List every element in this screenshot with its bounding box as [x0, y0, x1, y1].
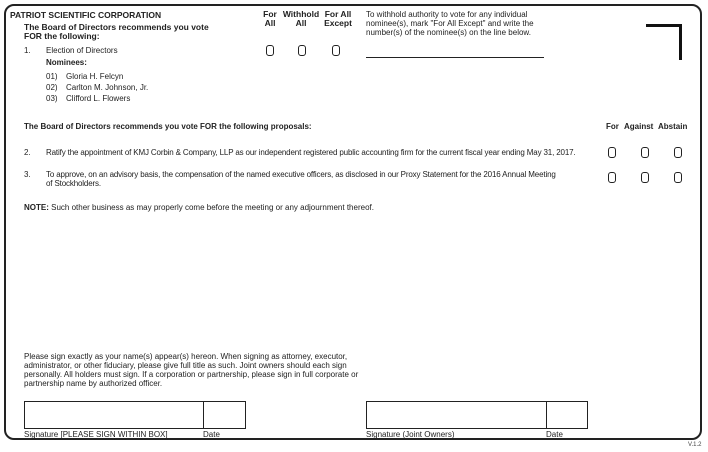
vote-column-for: For [606, 122, 619, 131]
proposal3-abstain-checkbox[interactable] [674, 172, 682, 183]
proposal3-against-checkbox[interactable] [641, 172, 649, 183]
proposal2-for-checkbox[interactable] [608, 147, 616, 158]
signing-instructions: Please sign exactly as your name(s) appear(s) hereon. When signing as attorney, executor, administrator, or other fiduciary, please give full title as such. Joint owners should each sign personally. All holders must sign. If a corporation or partnership, please sign in full corporate or partnership name by authorized officer. [24, 352, 359, 388]
withhold-all-checkbox[interactable] [298, 45, 306, 56]
column-header-for-all-except: For All Except [324, 9, 352, 28]
nominees-heading: Nominees: [46, 58, 87, 67]
nominee-row: 02) Carlton M. Johnson, Jr. [46, 83, 149, 92]
proposal3-for-checkbox[interactable] [608, 172, 616, 183]
board-recommendation-directors: The Board of Directors recommends you vote FOR the following: [24, 22, 209, 41]
proposals-heading: The Board of Directors recommends you vote FOR the following proposals: [24, 122, 312, 131]
company-name: PATRIOT SCIENTIFIC CORPORATION [10, 10, 162, 20]
nominee-row: 01) Gloria H. Felcyn [46, 72, 124, 81]
for-all-except-checkbox[interactable] [332, 45, 340, 56]
joint-signature-box[interactable] [366, 401, 588, 429]
item1-number: 1. [24, 46, 31, 55]
signature-label: Signature [PLEASE SIGN WITHIN BOX] [24, 430, 168, 439]
proposal2-abstain-checkbox[interactable] [674, 147, 682, 158]
joint-signature-date-label: Date [546, 430, 563, 439]
item1-label: Election of Directors [46, 46, 118, 55]
proposal2-number: 2. [24, 148, 31, 157]
joint-signature-date-divider [546, 402, 547, 428]
version-label: V.1.2 [688, 442, 702, 448]
signature-box[interactable] [24, 401, 246, 429]
withhold-instructions: To withhold authority to vote for any individual nominee(s), mark "For All Except" and write the number(s) of the nominee(s) on the line below. [366, 10, 534, 37]
proposal2-text: Ratify the appointment of KMJ Corbin & Company, LLP as our independent registered public accounting firm for the current fiscal year ending May 31, 2017. [46, 148, 576, 157]
signature-date-label: Date [203, 430, 220, 439]
signature-date-divider [203, 402, 204, 428]
proposal3-number: 3. [24, 170, 31, 179]
vote-column-abstain: Abstain [658, 122, 688, 131]
column-header-withhold-all: Withhold All [282, 9, 320, 28]
joint-signature-label: Signature (Joint Owners) [366, 430, 455, 439]
nominee-row: 03) Clifford L. Flowers [46, 94, 131, 103]
corner-registration-mark [646, 24, 682, 60]
nominee-number-line[interactable] [366, 57, 544, 58]
note-text: NOTE: Such other business as may properly come before the meeting or any adjournment thereof. [24, 203, 374, 212]
proposal2-against-checkbox[interactable] [641, 147, 649, 158]
nominee-list [46, 71, 148, 104]
proposal3-text: To approve, on an advisory basis, the compensation of the named executive officers, as disclosed in our Proxy Statement for the 2016 Annual Meeting of Stockholders. [46, 170, 556, 188]
vote-column-against: Against [624, 122, 654, 131]
column-header-for-all: For All [263, 9, 277, 28]
for-all-checkbox[interactable] [266, 45, 274, 56]
